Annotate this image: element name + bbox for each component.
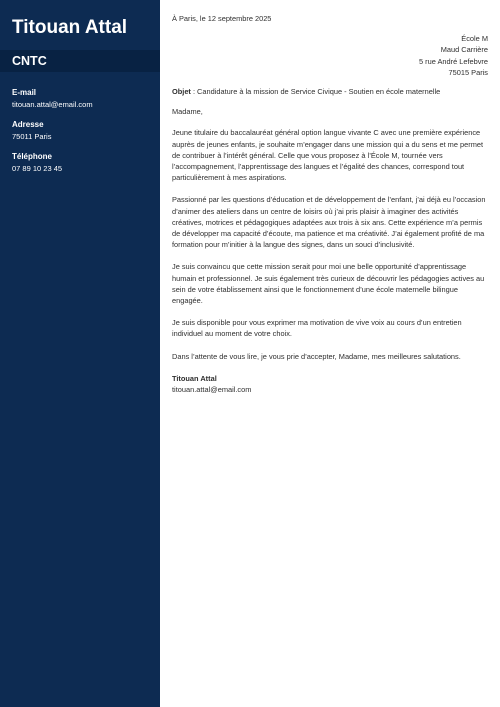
sidebar-band: CNTC (0, 50, 160, 72)
recipient-block (172, 33, 488, 78)
sidebar (0, 0, 160, 707)
letter-body (172, 13, 488, 395)
recipient-line: 75015 Paris (448, 67, 488, 77)
candidate-name: Titouan Attal (12, 17, 128, 38)
signature-name: Titouan Attal (172, 373, 217, 383)
recipient-line: École M (461, 34, 488, 44)
email-value: titouan.attal@email.com (12, 100, 93, 109)
phone-value: 07 89 10 23 45 (12, 164, 63, 173)
recipient-line: 5 rue André Lefebvre (418, 56, 488, 66)
paragraph: Je suis convaincu que cette mission serait pour moi une belle opportunité d’apprentissage humain et professionnel. Je suis également très curieux de découvrir les pédagogies actives au sein de votre établissement ainsi que le fonctionnement d’une école maternelle bilingue engagée. (172, 262, 485, 306)
phone-label: Téléphone (12, 152, 53, 161)
letter-subject (172, 86, 488, 97)
contact-section (0, 72, 160, 174)
email-label: E-mail (12, 88, 37, 97)
subject-text: : Candidature à la mission de Service Civique - Soutien en école maternelle (190, 87, 441, 97)
paragraph: Jeune titulaire du baccalauréat général option langue vivante C avec une première expérience auprès de jeunes enfants, je souhaite m’engager dans une mission qui a du sens et me permet de contribuer à l’intérêt général. Celle que vous proposez à l’École M, tournée vers l’accompagnement, l’apprentissage des langues et l’égalité des chances, correspond tout particulièrement à mes aspirations. (172, 128, 484, 183)
paragraph: Passionné par les questions d’éducation et de développement de l’enfant, j’ai déjà eu l’occasion d’animer des ateliers dans un centre de loisirs où j’ai pris plaisir à imaginer des activités créatives, motrices et pédagogiques adaptées aux trois à six ans. Cette expérience m’a permis de développer ma capacité d’écoute, ma patience et ma créativité. J’ai également profité de ma formation pour m’initier à la langue des signes, dans un souci d’inclusivité. (172, 195, 486, 250)
letter-date: À Paris, le 12 septembre 2025 (172, 14, 272, 23)
address-value: 75011 Paris (12, 132, 52, 141)
signature-email: titouan.attal@email.com (172, 385, 252, 395)
subject-label: Objet (172, 87, 191, 97)
paragraph: Dans l’attente de vous lire, je vous prie d’accepter, Madame, mes meilleures salutations. (172, 351, 461, 361)
recipient-line: Maud Carrière (440, 45, 488, 55)
address-label: Adresse (12, 120, 44, 129)
paragraph: Je suis disponible pour vous exprimer ma motivation de vive voix au cours d’un entretien individuel au moment de votre choix. (172, 318, 462, 339)
letter-salutation: Madame, (172, 107, 203, 117)
